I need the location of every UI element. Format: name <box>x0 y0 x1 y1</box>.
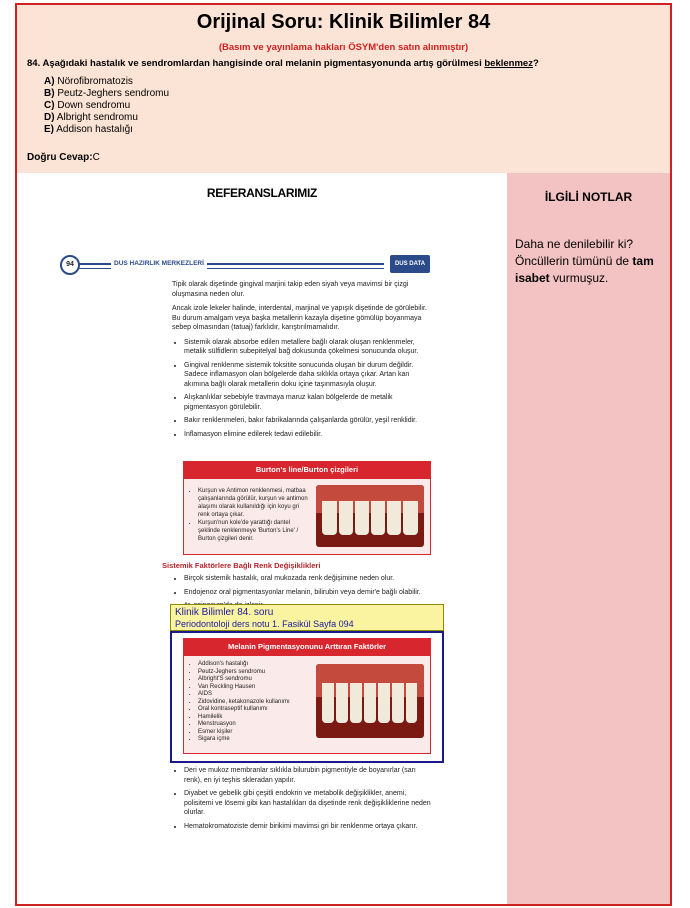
annotation-title: Klinik Bilimler 84. soru <box>175 607 274 618</box>
reference-annotation <box>170 604 444 631</box>
bullet-list <box>184 574 434 597</box>
list-item: • Peutz-Jeghers sendromu <box>198 669 308 677</box>
option-b <box>44 88 169 100</box>
notes-column <box>507 173 670 904</box>
book-body-top <box>172 280 434 443</box>
list-item: • Endojenoz oral pigmentasyonlar melanin, bilirubin veya demir'e bağlı olabilir. <box>184 588 434 598</box>
notes-emphasis: tam isabet <box>515 254 654 285</box>
copyright-note: (Basım ve yayınlama hakları ÖSYM'den satın alınmıştır) <box>218 42 469 53</box>
option-a <box>44 76 169 88</box>
list-item: • Sigara içme <box>198 736 308 744</box>
list-item: • Deri ve mukoz membranlar sıklıkla bilurubin pigmentiyle de boyanırlar (sarı renk), en iyi teşhis skleradan yapılır. <box>184 766 434 785</box>
figure-body <box>183 479 431 555</box>
list-item: • Gingival renklenme sistemik toksitite sonucunda oluşan bir durum değildir. Sadece inflamasyon olan bölgelerde daha sıklıkla ortaya çıkar. Artan kan akımına bağlı olarak metallerin doku içine taşınmasıyla oluşur. <box>184 361 434 390</box>
option-c <box>44 100 169 112</box>
option-text: Nörofibromatozis <box>57 76 133 87</box>
page-number: 94 <box>60 255 80 275</box>
answer-options <box>44 76 169 136</box>
list-item: • Oral kontraseptif kullanımı <box>198 706 308 714</box>
option-letter: D) <box>44 112 55 123</box>
list-item: • Kurşun ve Antimon renklenmesi, matbaa çalışanlarında görülür, kurşun ve antimon alaşımı olarak kullanıldığı için koyu gri renk ortaya çıkar. <box>198 487 308 519</box>
option-text: Addison hastalığı <box>56 124 133 135</box>
list-item: • İnflamasyon elimine edilerek tedavi edilebilir. <box>184 430 434 440</box>
figure-list <box>190 487 308 543</box>
list-item: • Kurşun'nun kole'de yarattığı dantel şeklinde renklenmeye 'Burton's Line' / Burton çizgileri denir. <box>198 519 308 543</box>
highlight-frame <box>170 631 444 763</box>
option-text: Albright sendromu <box>56 112 138 123</box>
list-item: • Van Reckling Hausen <box>198 684 308 692</box>
option-e <box>44 124 169 136</box>
references-title: REFERANSLARIMIZ <box>206 186 318 200</box>
book-paragraph: Tipik olarak dişetinde gingival marjini takip eden siyah veya mavimsi bir çizgi oluşmasına neden olur. <box>172 281 409 298</box>
option-letter: C) <box>44 100 55 111</box>
book-header <box>55 240 435 266</box>
list-item: • Birçok sistemik hastalık, oral mukozada renk değişimine neden olur. <box>184 574 434 584</box>
annotation-source: Periodontoloji ders notu 1. Fasikül Sayfa 094 <box>175 619 354 629</box>
option-text: Down sendromu <box>57 100 131 111</box>
list-item: • Albright'S sendromu <box>198 676 308 684</box>
answer-label: Doğru Cevap: <box>27 152 93 163</box>
option-letter: E) <box>44 124 54 135</box>
figure-title: Burton's line/Burton çizgileri <box>183 461 431 479</box>
book-paragraph: Ancak izole lekeler halinde, interdental, marjinal ve yapışık dişetinde de görülebilir. Bu durum amalgam veya başka metallerin kazayla dişetine gömülüp boyanmaya sebep olmasından (tatuaj) farklıdır, karıştırılmamalıdır. <box>172 305 427 331</box>
bullet-list <box>184 338 434 440</box>
answer-value: C <box>92 152 100 163</box>
list-item: • AIDS <box>198 691 308 699</box>
question-keyword: beklenmez <box>484 58 533 69</box>
publisher-logo: DUS DATA <box>390 255 430 273</box>
notes-line: vurmuşuz. <box>549 271 609 285</box>
question-title: Orijinal Soru: Klinik Bilimler 84 <box>196 11 491 33</box>
option-text: Peutz-Jeghers sendromu <box>57 88 170 99</box>
bullet-list <box>184 766 434 831</box>
list-item: • Diyabet ve gebelik gibi çeşitli endokrin ve metabolik değişiklikler, anemi, polisitemi ve lösemi gibi kan hastalıkları da dişetinde renk değişikliklerine neden olurlar. <box>184 789 434 818</box>
list-item: • Sistemik olarak absorbe edilen metallere bağlı olarak oluşan renklenmeler, metalik sülfidlerin subepitelyal bağ dokusunda çökelmesi sonucunda oluşur. <box>184 338 434 357</box>
header-label: DUS HAZIRLIK MERKEZLERİ <box>111 259 207 269</box>
option-letter: A) <box>44 76 55 87</box>
burton-figure <box>183 461 431 555</box>
question-text <box>27 58 539 69</box>
option-d <box>44 112 169 124</box>
list-item: • Bakır renklenmeleri, bakır fabrikalarında çalışanlarda görülür, yeşil renklidir. <box>184 416 434 426</box>
list-item: • Hematokromatoziste demir birikimi mavimsi gri bir renklenme ortaya çıkarır. <box>184 822 434 832</box>
question-section <box>17 5 670 173</box>
list-item: • Esmer kişiler <box>198 729 308 737</box>
notes-line: Daha ne denilebilir ki? Öncüllerin tümünü de <box>515 237 634 268</box>
question-text-start: 84. Aşağıdaki hastalık ve sendromlardan hangisinde oral melanin pigmentasyonunda artış görülmesi <box>27 58 485 69</box>
correct-answer <box>27 152 100 163</box>
section-heading: Sistemik Faktörlere Bağlı Renk Değişiklikleri <box>162 561 321 570</box>
list-item: • Addison's hastalığı <box>198 661 308 669</box>
figure-title: Melanin Pigmentasyonunu Arttıran Faktörler <box>183 638 431 656</box>
list-item: • Menstruasyon <box>198 721 308 729</box>
list-item: • Hamilelik <box>198 714 308 722</box>
list-item: • Zidovidine, ketakonazole kullanımı <box>198 699 308 707</box>
list-item: • Alışkanlıklar sebebiyle travmaya maruz kalan bölgelerde de metalik pigmentasyon görülebilir. <box>184 393 434 412</box>
teeth-photo <box>316 485 424 547</box>
notes-title: İLGİLİ NOTLAR <box>544 190 633 204</box>
question-text-end: ? <box>532 58 539 69</box>
option-letter: B) <box>44 88 55 99</box>
notes-text <box>515 236 665 287</box>
book-body-bottom <box>172 766 434 835</box>
